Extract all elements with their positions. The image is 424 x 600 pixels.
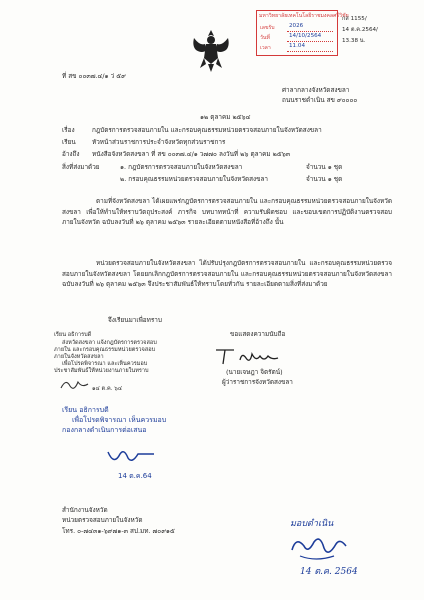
signer-name: (นายเจษฎา จิตรัตน์)	[226, 368, 283, 376]
approval-note: มอบดำเนิน	[290, 519, 334, 529]
signer-title: ผู้ว่าราชการจังหวัดสงขลา	[222, 378, 293, 386]
note-blue-signature	[104, 446, 160, 468]
stamp-time-label: เวลา	[260, 45, 271, 51]
document-date: ๑๒ ตุลาคม ๒๕๖๔	[200, 113, 251, 121]
subject-label: เรื่อง	[62, 126, 75, 134]
enclosure-qty: จำนวน ๑ ชุด	[306, 163, 343, 171]
note-left-line3: ภายใน และกรอบคุณธรรมหน่วยตรวจสอบ	[54, 347, 156, 353]
footer-unit: หน่วยตรวจสอบภายในจังหวัด	[62, 516, 143, 524]
subject-text: กฎบัตรการตรวจสอบภายใน และกรอบคุณธรรมหน่วยตรวจสอบภายในจังหวัดสงขลา	[92, 126, 322, 134]
note-blue-date: 14 ต.ค.64	[118, 472, 152, 480]
office-name: ศาลากลางจังหวัดสงขลา	[282, 86, 350, 94]
note-left-date: ๑๔ ต.ค. ๖๔	[92, 386, 123, 392]
note-blue-line1: เรียน อธิการบดี	[62, 406, 109, 414]
footer-phone: โทร. ๐-๗๔๓๑-๖๙๗๑-๓ สป.มท. ๗๐๙๑๕	[62, 527, 175, 535]
approval-date: 14 ต.ค. 2564	[300, 567, 358, 577]
note-left-line1: เรียน อธิการบดี	[54, 332, 92, 338]
stamp-org: มหาวิทยาลัยเทคโนโลยีราชมงคลศรีวิชัย	[259, 13, 349, 19]
closing-line: จึงเรียนมาเพื่อทราบ	[108, 316, 162, 324]
note-left-line6: ประชาสัมพันธ์ให้หน่วยงานภายในทราบ	[54, 368, 149, 374]
garuda-emblem	[190, 28, 232, 74]
receive-note-line3: 13.38 น.	[342, 38, 366, 44]
note-blue-line2: เพื่อโปรดพิจารณา เห็นควรมอบ	[72, 416, 167, 424]
note-left-initials	[58, 376, 92, 394]
note-blue-line3: กองกลางดำเนินการต่อเสนอ	[62, 426, 147, 434]
office-address: ถนนราชดำเนิน สข ๙๐๐๐๐	[282, 96, 358, 104]
reference-label: อ้างถึง	[62, 150, 80, 158]
note-left-line5: เพื่อโปรดพิจารณา และเห็นควรมอบ	[62, 361, 148, 367]
to-label: เรียน	[62, 138, 76, 146]
body-paragraph-1: ตามที่จังหวัดสงขลา ได้เผยแพร่กฎบัตรการตรวจสอบภายใน และกรอบคุณธรรมหน่วยตรวจสอบภายในจังหวัดสงขลา เพื่อให้ทำนให้ทราบวัตถุประสงค์ ภารกิจ บทบาทหน้าที่ ความรับผิดชอบ และขอบเขตการปฏิบัติงานตรวจสอบภายในจังหวัด ฉบับลงวันที่ ๒๖ ตุลาคม ๒๕๖๓ รายละเอียดตามหนังสือที่อ้างถึง นั้น	[62, 197, 392, 226]
to-text: หัวหน้าส่วนราชการประจำจังหวัดทุกส่วนราชการ	[92, 138, 226, 146]
stamp-time-value: 11.04	[289, 43, 306, 49]
enclosure-item: ๒. กรอบคุณธรรมหน่วยตรวจสอบภายในจังหวัดสงขลา	[120, 175, 269, 183]
stamp-no-label: เลขรับ	[260, 25, 275, 31]
stamp-no-value: 2026	[289, 23, 304, 29]
respect-line: ขอแสดงความนับถือ	[230, 330, 286, 338]
receive-note-line1: กส 1155/	[342, 16, 367, 22]
enclosure-label: สิ่งที่ส่งมาด้วย	[62, 163, 100, 171]
stamp-date-label: วันที่	[260, 35, 270, 41]
stamp-date-value: 14/10/2564	[289, 33, 322, 39]
enclosure-qty: จำนวน ๑ ชุด	[306, 175, 343, 183]
receipt-stamp	[256, 10, 349, 56]
governor-signature	[212, 346, 282, 368]
note-left-line4: ภายในจังหวัดสงขลา	[54, 354, 104, 360]
enclosure-item: ๑. กฎบัตรการตรวจสอบภายในจังหวัดสงขลา	[120, 163, 243, 171]
footer-office: สำนักงานจังหวัด	[62, 506, 108, 514]
approver-signature	[286, 532, 350, 566]
reference-text: หนังสือจังหวัดสงขลา ที่ สข ๐๐๓๗.๔/๑ ว๗๗๐ ลงวันที่ ๒๖ ตุลาคม ๒๕๖๓	[92, 150, 291, 158]
receive-note-line2: 14 ต.ค.2564/	[342, 27, 378, 33]
body-paragraph-2: หน่วยตรวจสอบภายในจังหวัดสงขลา ได้ปรับปรุงกฎบัตรการตรวจสอบภายใน และกรอบคุณธรรมหน่วยตรวจสอบภายในจังหวัดสงขลา โดยยกเลิกกฎบัตรการตรวจสอบภายใน และกรอบคุณธรรมหน่วยตรวจสอบภายในจังหวัดสงขลา ฉบับลงวันที่ ๒๖ ตุลาคม ๒๕๖๓ จึงประชาสัมพันธ์ให้ทราบโดยทั่วกัน รายละเอียดตามสิ่งที่ส่งมาด้วย	[62, 259, 392, 288]
note-left-line2: ส่งหวัดสงขลา แจ้งกฎบัตรการตรวจสอบ	[62, 340, 157, 346]
document-number: ที่ สข ๐๐๓๗.๔/๑ ว่ ๕๙	[62, 72, 126, 80]
